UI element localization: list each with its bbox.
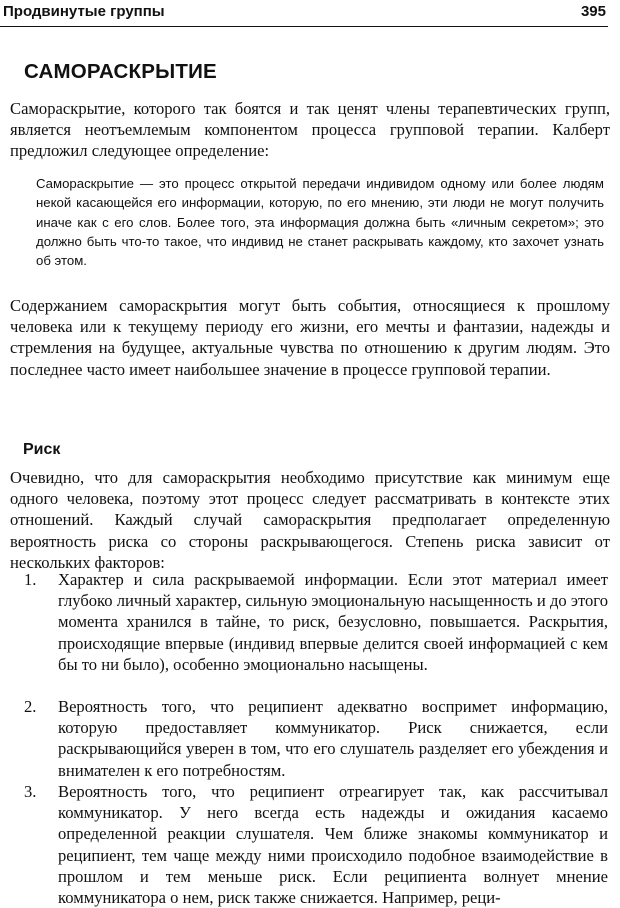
section-title: САМОРАСКРЫТИЕ xyxy=(24,60,217,83)
subsection-title: Риск xyxy=(23,441,61,458)
list-item-number: 1. xyxy=(24,570,37,589)
running-header xyxy=(0,0,608,27)
definition-quote: Самораскрытие — это процесс открытой передачи индивидом одному или более людям некой касающейся его информации, которую, по его мнению, эти люди не могут получить иначе как с его слов. Более того, эта информация должна быть «личным секретом»; это должно быть что-то такое, что индивид не станет раскрывать каждому, кто захочет узнать об этом. xyxy=(36,176,604,269)
list-item-number: 3. xyxy=(24,782,37,801)
list-item-text: Вероятность того, что реципиент адекватно воспримет информацию, которую предоставляет коммуникатор. Риск снижается, если раскрывающийся уверен в том, что его слушатель разделяет его убеждения и внимателен к его потребностям. xyxy=(58,697,608,780)
content-paragraph: Содержанием самораскрытия могут быть события, относящиеся к прошлому человека или к текущему периоду его жизни, его мечты и фантазии, надежды и стремления на будущее, актуальные чувства по отношению к другим людям. Это последнее часто имеет наибольшее значение в процессе групповой терапии. xyxy=(10,296,610,379)
running-title: Продвинутые группы xyxy=(3,3,165,20)
list-item-number: 2. xyxy=(24,697,37,716)
intro-paragraph: Самораскрытие, которого так боятся и так ценят члены терапевтических групп, является неотъемлемым компонентом процесса групповой терапии. Калберт предложил следующее определение: xyxy=(10,99,610,161)
risk-paragraph: Очевидно, что для самораскрытия необходимо присутствие как минимум еще одного человека, поэтому этот процесс следует рассматривать в контексте этих отношений. Каждый случай самораскрытия предполагает определенную вероятность риска со стороны раскрывающегося. Степень риска зависит от нескольких факторов: xyxy=(10,468,610,572)
page-number: 395 xyxy=(580,3,606,20)
list-item-text: Вероятность того, что реципиент отреагирует так, как рассчитывал коммуникатор. У него всегда есть надежды и ожидания касаемо определенной реакции слушателя. Чем ближе знакомы коммуникатор и реципиент, тем чаще между ними происходило подобное взаимодействие в прошлом и тем меньше риск. Если реципиента волнует мнение коммуникатора о нем, риск также снижается. Например, реци- xyxy=(58,782,608,908)
list-item-text: Характер и сила раскрываемой информации. Если этот материал имеет глубоко личный характер, сильную эмоциональную насыщенность и до этого момента хранился в тайне, то риск, безусловно, повышается. Раскрытия, происходящие впервые (индивид впервые делится своей информацией с кем бы то ни было), особенно эмоционально насыщены. xyxy=(58,570,608,674)
